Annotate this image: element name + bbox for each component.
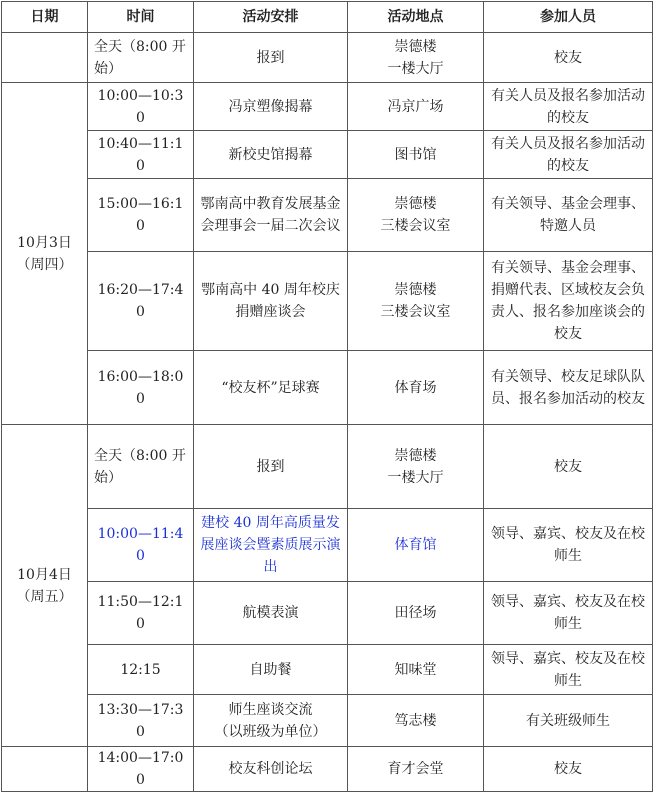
table-row	[2, 83, 653, 131]
time-cell: 16:00—18:00	[88, 351, 194, 425]
time-cell: 10:00—11:40	[88, 509, 194, 582]
participants-cell: 有关领导、基金会理事、捐赠代表、区域校友会负责人、报名参加座谈会的校友	[484, 252, 653, 351]
participants-cell: 领导、嘉宾、校友及在校师生	[484, 582, 653, 645]
participants-cell: 有关领导、基金会理事、特邀人员	[484, 179, 653, 252]
location-cell: 冯京广场	[348, 83, 484, 131]
table-row	[2, 131, 653, 179]
activity-cell: 建校 40 周年高质量发展座谈会暨素质展示演出	[194, 509, 348, 582]
participants-cell: 校友	[484, 33, 653, 83]
location-cell: 崇德楼 三楼会议室	[348, 252, 484, 351]
header-location: 活动地点	[348, 2, 484, 33]
table-row	[2, 425, 653, 509]
activity-cell: 航模表演	[194, 582, 348, 645]
activity-cell: 鄂南高中教育发展基金会理事会一届二次会议	[194, 179, 348, 252]
activity-cell: “校友杯”足球赛	[194, 351, 348, 425]
location-cell: 体育馆	[348, 509, 484, 582]
activity-cell: 师生座谈交流 （以班级为单位）	[194, 695, 348, 747]
participants-cell: 有关班级师生	[484, 695, 653, 747]
date-cell-oct4: 10月4日 （周五）	[2, 425, 88, 747]
activity-cell: 自助餐	[194, 645, 348, 695]
activity-cell: 鄂南高中 40 周年校庆捐赠座谈会	[194, 252, 348, 351]
activity-cell: 冯京塑像揭幕	[194, 83, 348, 131]
table-row	[2, 695, 653, 747]
time-cell: 全天（8:00 开始）	[88, 425, 194, 509]
time-cell: 11:50—12:10	[88, 582, 194, 645]
activity-cell: 新校史馆揭幕	[194, 131, 348, 179]
time-cell: 16:20—17:40	[88, 252, 194, 351]
table-row	[2, 509, 653, 582]
participants-cell: 有关人员及报名参加活动的校友	[484, 83, 653, 131]
location-cell: 图书馆	[348, 131, 484, 179]
header-time: 时间	[88, 2, 194, 33]
time-cell: 15:00—16:10	[88, 179, 194, 252]
header-date: 日期	[2, 2, 88, 33]
table-row	[2, 747, 653, 792]
participants-cell: 校友	[484, 425, 653, 509]
location-cell: 崇德楼 一楼大厅	[348, 33, 484, 83]
participants-cell: 有关领导、校友足球队队员、报名参加活动的校友	[484, 351, 653, 425]
location-cell: 体育场	[348, 351, 484, 425]
activity-cell: 报到	[194, 425, 348, 509]
table-row	[2, 645, 653, 695]
date-cell-empty	[2, 33, 88, 83]
table-row	[2, 179, 653, 252]
table-row	[2, 351, 653, 425]
header-participants: 参加人员	[484, 2, 653, 33]
time-cell: 12:15	[88, 645, 194, 695]
participants-cell: 校友	[484, 747, 653, 792]
schedule-table	[1, 1, 653, 792]
location-cell: 知味堂	[348, 645, 484, 695]
date-cell-empty	[2, 747, 88, 792]
location-cell: 田径场	[348, 582, 484, 645]
time-cell: 10:00—10:30	[88, 83, 194, 131]
table-row	[2, 33, 653, 83]
location-cell: 崇德楼 三楼会议室	[348, 179, 484, 252]
time-cell: 10:40—11:10	[88, 131, 194, 179]
location-cell: 笃志楼	[348, 695, 484, 747]
activity-cell: 校友科创论坛	[194, 747, 348, 792]
table-row	[2, 582, 653, 645]
participants-cell: 有关人员及报名参加活动的校友	[484, 131, 653, 179]
header-row	[2, 2, 653, 33]
header-activity: 活动安排	[194, 2, 348, 33]
activity-cell: 报到	[194, 33, 348, 83]
participants-cell: 领导、嘉宾、校友及在校师生	[484, 509, 653, 582]
time-cell: 13:30—17:30	[88, 695, 194, 747]
time-cell: 全天（8:00 开始）	[88, 33, 194, 83]
table-row	[2, 252, 653, 351]
time-cell: 14:00—17:00	[88, 747, 194, 792]
location-cell: 崇德楼 一楼大厅	[348, 425, 484, 509]
location-cell: 育才会堂	[348, 747, 484, 792]
date-cell-oct3: 10月3日 （周四）	[2, 83, 88, 425]
participants-cell: 领导、嘉宾、校友及在校师生	[484, 645, 653, 695]
